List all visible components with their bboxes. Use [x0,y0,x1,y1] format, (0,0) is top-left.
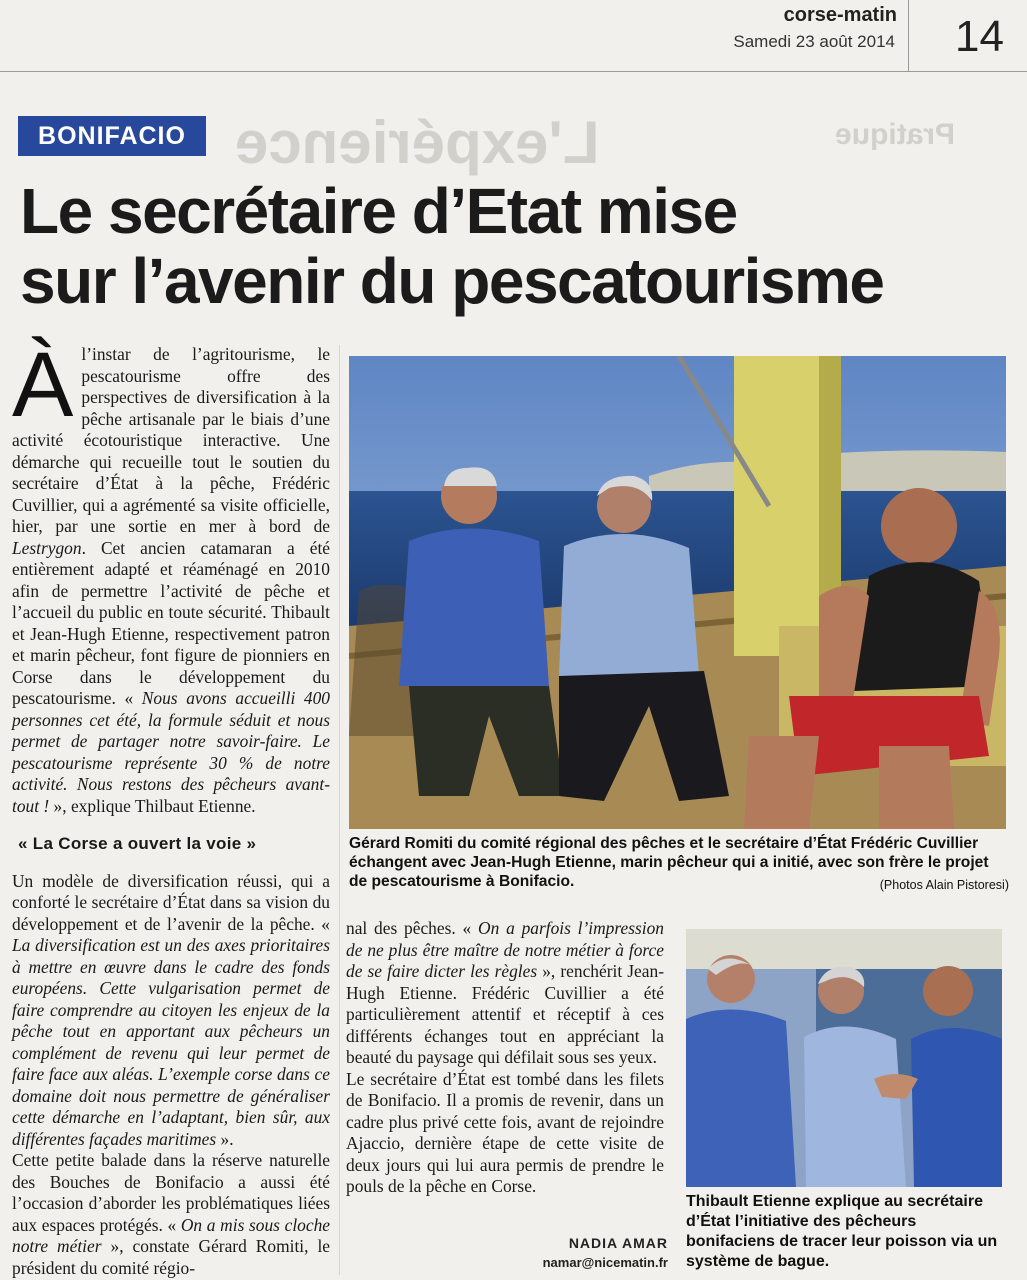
intertitle: « La Corse a ouvert la voie » [18,834,257,853]
page-number: 14 [955,12,1004,61]
quote: La diversification est un des axes prioritaires à mettre en œuvre dans le cadre des fonds européens. Cette vulgarisation permet de faire comprendre au citoyen les enjeux de la pêche tout en apportant aux pêcheurs un complément de revenu qui leur permet de faire face aux aléas. L’exemple corse dans ce domaine doit nous permettre de généraliser cette démarche en l’adaptant, bien sûr, aux différentes façades maritimes [12,935,330,1149]
headline-line-1: Le secrétaire d’Etat mise [20,175,737,247]
byline [510,1235,668,1270]
paragraph: Un modèle de diversification réussi, qui a conforté le secrétaire d’État dans sa vision du développement et de l’avenir de la pêche. « La diversification est un des axes prioritaires à mettre en œuvre dans le cadre des fonds européens. Cette vulgarisation permet de faire comprendre au citoyen les enjeux de la pêche tout en apportant aux pêcheurs un complément de revenu qui leur permet de faire face aux aléas. L’exemple corse dans ce domaine doit nous permettre de généraliser cette démarche en l’adaptant, bien sûr, aux différentes façades maritimes ». [12,870,330,1149]
bleed-through-text: L'expérience [235,109,600,176]
article-column-3 [346,918,664,1198]
dropcap: À [12,334,74,436]
issue-date: Samedi 23 août 2014 [733,32,895,51]
quote: On a mis sous cloche notre métier [12,1214,330,1256]
section-rubric: BONIFACIO [18,116,206,156]
quote: On a parfois l’impression de ne plus être maître de notre métier à force de se faire dicter les règles [346,918,664,981]
paragraph: Cette petite balade dans la réserve naturelle des Bouches de Bonifacio a aussi été l’occasion d’aborder les problématiques liées aux espaces protégés. « On a mis sous cloche notre métier », constate Gérard Romiti, le président du comité régio- [12,1150,331,1278]
column-rule [339,345,340,1275]
author-name: NADIA AMAR [568,1235,668,1251]
masthead-divider [908,0,909,72]
paragraph-intro: Àl’instar de l’agritourisme, le pescatourisme offre des perspectives de diversification à la pêche artisanale par le biais d’une activité écotouristique interactive. Une démarche qui recueille tout le soutien du secrétaire d’État à la pêche, Frédéric Cuvillier, qui a agrémenté sa visite officielle, hier, par une sortie en mer à bord de Lestrygon. Cet ancien catamaran a été entièrement adapté et réaménagé en 2010 afin de permettre l’activité de pêche et l’accueil du public en toute sécurité. Thibault et Jean-Hugh Etienne, respectivement patron et marin pêcheur, font figure de pionniers en Corse dans le développement du pescatourisme. « Nous avons accueilli 400 personnes cet été, la formule séduit et nous permet de partager notre savoir-faire. Le pescatourisme représente 30 % de notre activité. Nous restons des pêcheurs avant-tout ! », explique Thilbaut Etienne. [12,334,330,816]
newspaper-name: corse-matin [783,4,897,26]
secondary-photo-caption: Thibault Etienne explique au secrétaire d’État l’initiative des pêcheurs bonifaciens de tracer leur poisson via un système de bague. [686,1193,998,1270]
headline [20,176,1010,316]
three-men-illustration [686,929,1002,1187]
author-email[interactable]: namar@nicematin.fr [542,1255,668,1270]
headline-line-2: sur l’avenir du pescatourisme [20,245,884,317]
paragraph: Le secrétaire d’État est tombé dans les filets de Bonifacio. Il a promis de revenir, dans un cadre plus privé cette fois, avant de rejoindre Ajaccio, dernière étape de cette visite de deux jours qui lui aura permis de prendre le pouls de la pêche en Corse. [346,1068,664,1196]
bleed-through-text: Pratique [835,118,956,151]
main-photo [349,356,1006,829]
masthead [0,0,1027,72]
article-column-1 [12,334,331,1279]
secondary-photo [686,929,1002,1187]
boat-name: Lestrygon [12,537,82,558]
paragraph: nal des pêches. « On a parfois l’impression de ne plus être maître de notre métier à force de se faire dicter les règles », renchérit Jean-Hugh Etienne. Frédéric Cuvillier a été particulièrement attentif et réceptif à ces différents échanges tout en appréciant la beauté du paysage qui défilait sous ses yeux. [346,918,664,1067]
boat-scene-illustration [349,356,1006,829]
quote: Nous avons accueilli 400 personnes cet été, la formule séduit et nous permet de partager notre savoir-faire. Le pescatourisme représente 30 % de notre activité. Nous restons des pêcheurs avant-tout ! [12,688,330,816]
photo-credit: (Photos Alain Pistoresi) [879,878,1009,892]
main-photo-caption: Gérard Romiti du comité régional des pêches et le secrétaire d’État Frédéric Cuvillier échangent avec Jean-Hugh Etienne, marin pêcheur qui a initié, avec son frère le projet de pescatourisme à Bonifacio. (Photos Alain Pistoresi) [349,834,1009,895]
